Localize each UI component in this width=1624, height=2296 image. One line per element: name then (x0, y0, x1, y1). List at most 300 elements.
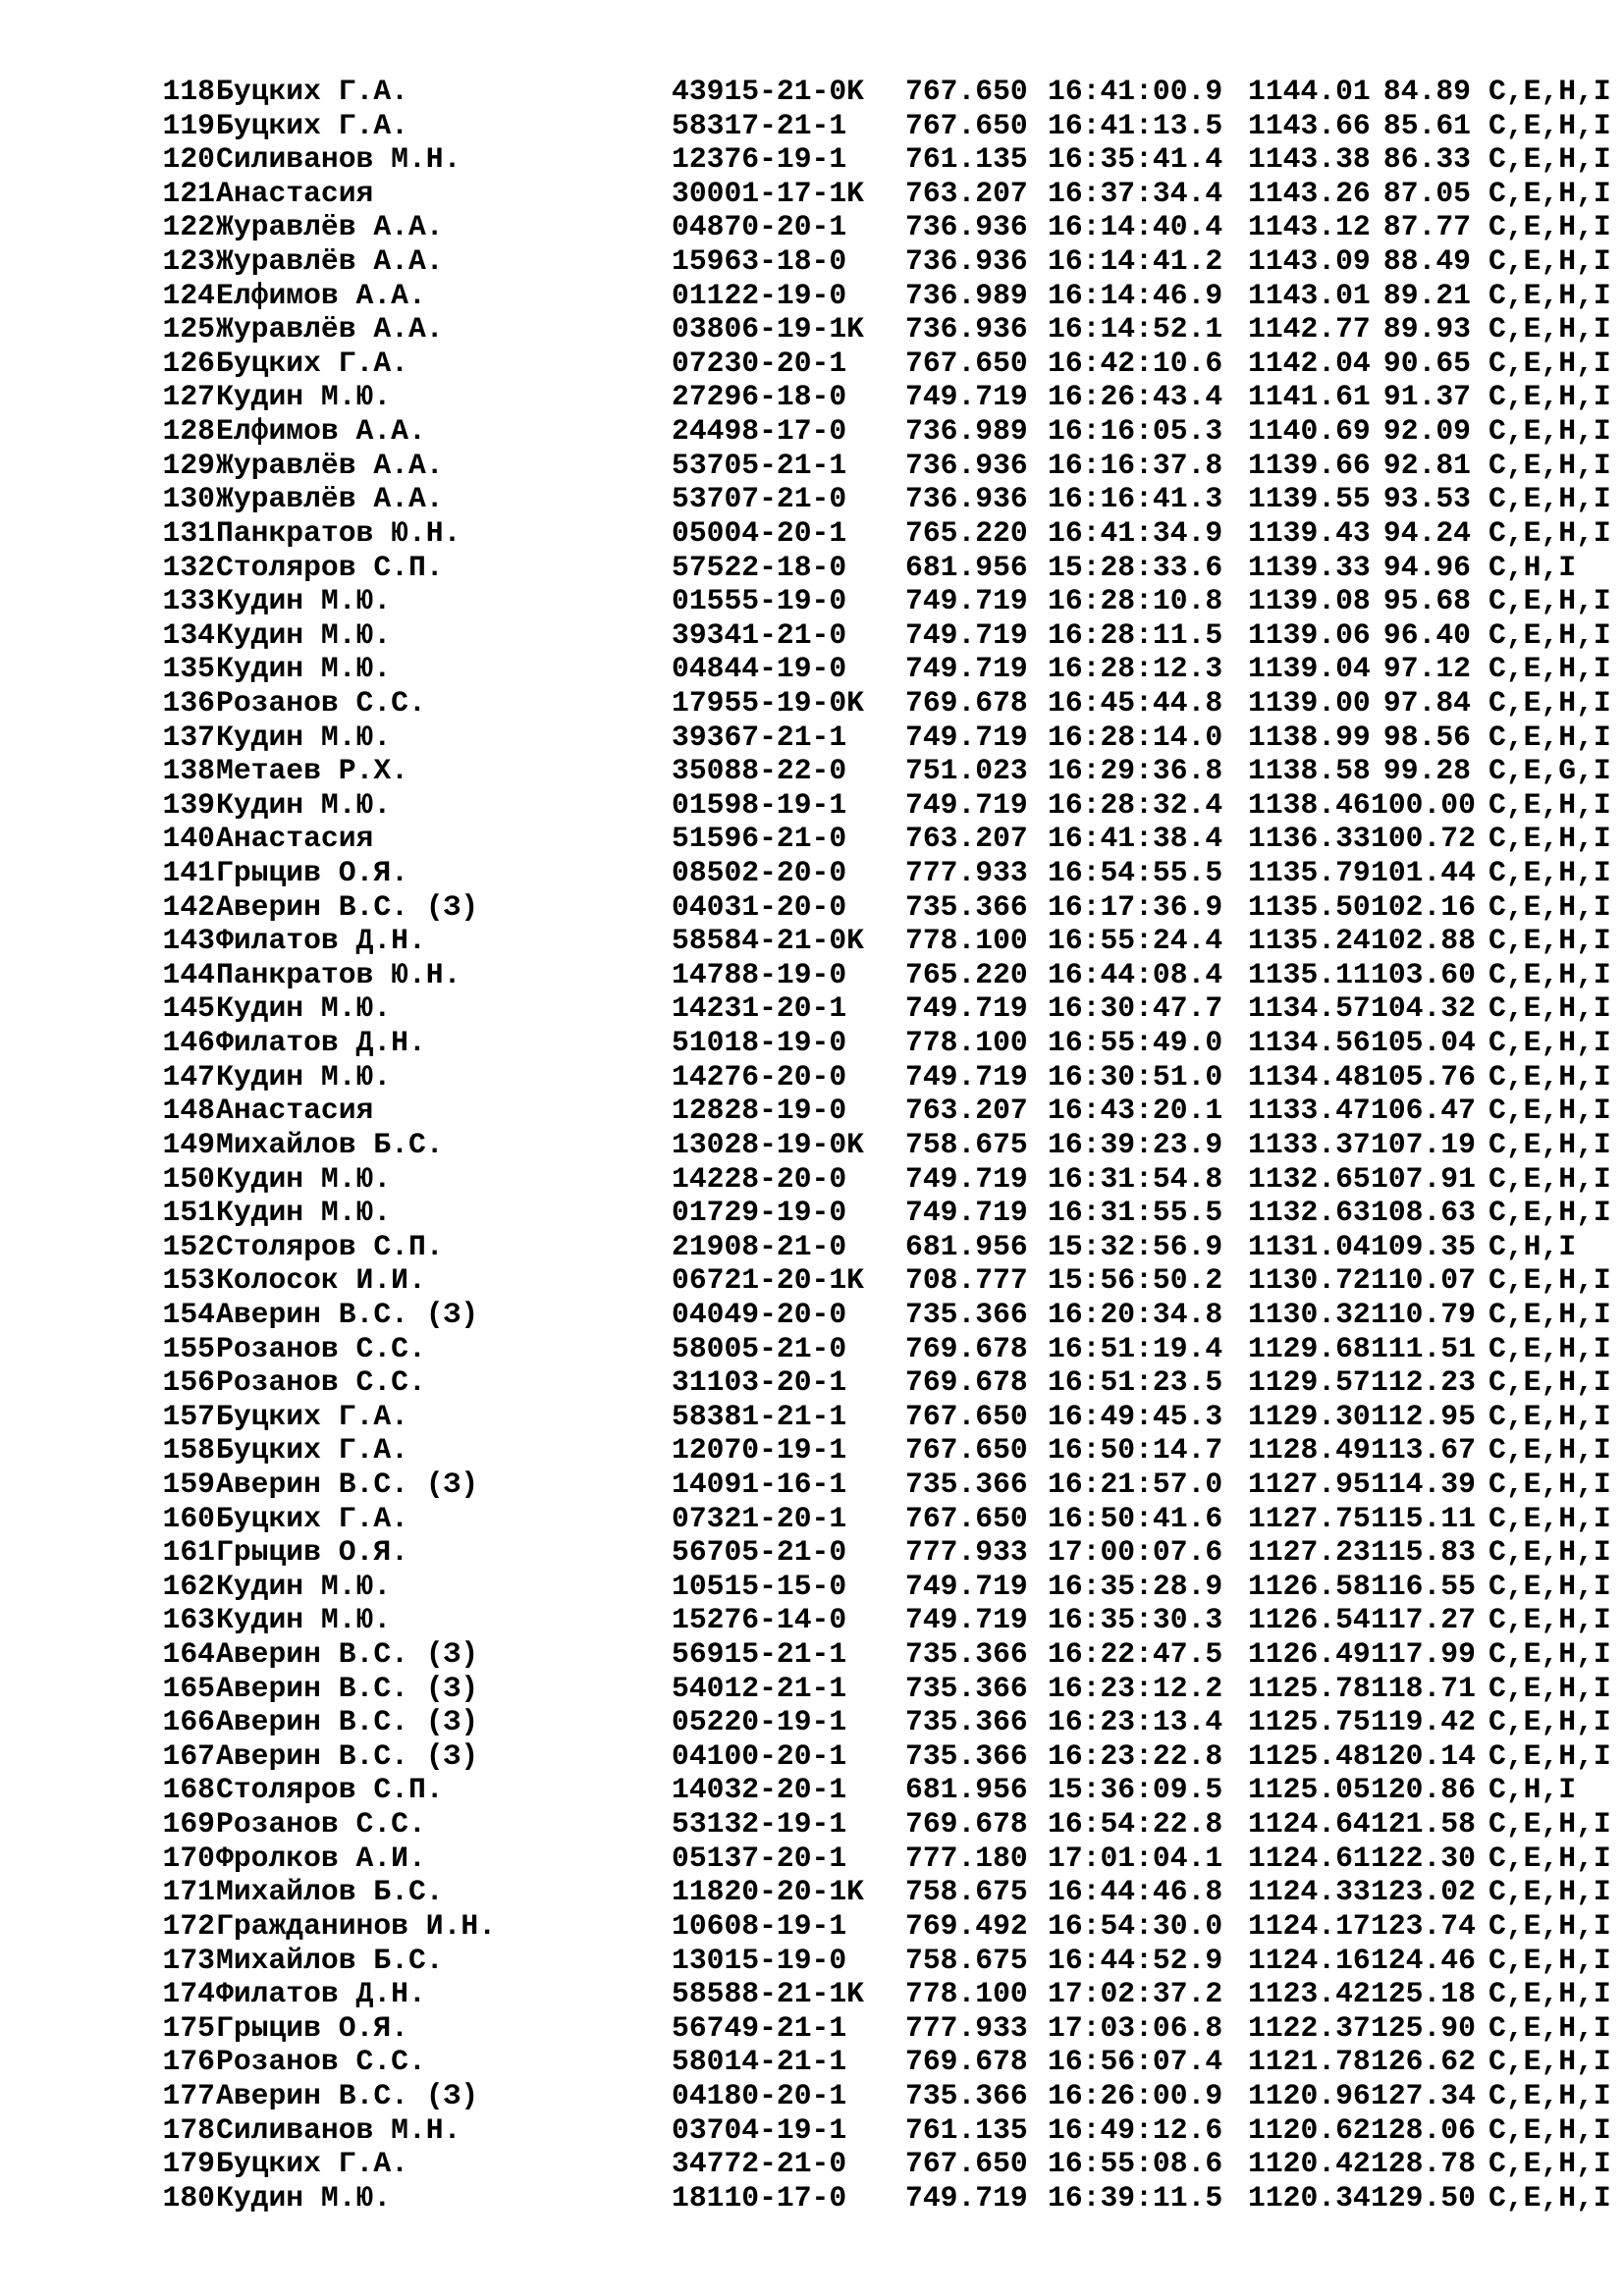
coefficient-cell: 85.61 (1382, 108, 1471, 142)
speed-cell: 1122.37 (1248, 2010, 1371, 2045)
coefficient-cell: 107.91 (1371, 1161, 1476, 1196)
table-row (145, 244, 1611, 279)
distance-cell: 758.675 (905, 1127, 1028, 1161)
fancier-name-cell: Елфимов А.А. (216, 278, 426, 312)
coefficient-cell: 102.88 (1371, 924, 1476, 958)
arrival-time-cell: 16:22:47.5 (1048, 1637, 1223, 1672)
place-cell: 180 (162, 2180, 215, 2215)
fancier-name-cell: Панкратов Ю.Н. (216, 515, 461, 550)
place-cell: 153 (162, 1263, 215, 1298)
table-row (145, 346, 1611, 381)
speed-cell: 1142.77 (1248, 312, 1371, 347)
flags-cell: C,E,H,I (1489, 1331, 1611, 1365)
coefficient-cell: 119.42 (1371, 1705, 1476, 1739)
arrival-time-cell: 16:54:30.0 (1048, 1908, 1223, 1943)
table-row (145, 1127, 1611, 1162)
speed-cell: 1143.66 (1248, 108, 1371, 142)
fancier-name-cell: Аверин В.С. (З) (216, 1297, 479, 1331)
coefficient-cell: 112.95 (1371, 1399, 1476, 1433)
place-cell: 165 (162, 1671, 215, 1705)
ring-number-cell: 34772-21-0 (672, 2147, 847, 2181)
fancier-name-cell: Анастасия (216, 176, 374, 210)
speed-cell: 1124.33 (1248, 1875, 1371, 1909)
ring-number-cell: 43915-21-0K (672, 75, 864, 108)
ring-number-cell: 12828-19-0 (672, 1094, 847, 1128)
table-row (145, 1161, 1611, 1197)
coefficient-cell: 105.04 (1371, 1026, 1476, 1060)
fancier-name-cell: Кудин М.Ю. (216, 652, 392, 686)
arrival-time-cell: 16:20:34.8 (1048, 1297, 1223, 1331)
flags-cell: C,E,H,I (1489, 584, 1611, 618)
coefficient-cell: 120.14 (1371, 1738, 1476, 1773)
coefficient-cell: 128.78 (1371, 2147, 1476, 2181)
coefficient-cell: 114.39 (1371, 1467, 1476, 1501)
flags-cell: C,E,H,I (1489, 312, 1611, 347)
coefficient-cell: 106.47 (1371, 1094, 1476, 1128)
table-row (145, 414, 1611, 449)
place-cell: 170 (162, 1841, 215, 1875)
coefficient-cell: 98.56 (1382, 720, 1471, 754)
distance-cell: 736.989 (905, 414, 1028, 449)
ring-number-cell: 12070-19-1 (672, 1433, 847, 1468)
distance-cell: 767.650 (905, 108, 1028, 142)
speed-cell: 1127.95 (1248, 1467, 1371, 1501)
distance-cell: 681.956 (905, 1773, 1028, 1807)
arrival-time-cell: 16:49:12.6 (1048, 2112, 1223, 2147)
table-row (145, 1467, 1611, 1502)
fancier-name-cell: Колосок И.И. (216, 1263, 426, 1298)
flags-cell: C,E,H,I (1489, 2010, 1611, 2045)
arrival-time-cell: 16:44:52.9 (1048, 1943, 1223, 1977)
flags-cell: C,E,H,I (1489, 515, 1611, 550)
ring-number-cell: 01555-19-0 (672, 584, 847, 618)
table-row (145, 515, 1611, 551)
coefficient-cell: 112.23 (1371, 1365, 1476, 1400)
distance-cell: 708.777 (905, 1263, 1028, 1298)
table-row (145, 1908, 1611, 1944)
place-cell: 140 (162, 822, 215, 856)
table-row (145, 889, 1611, 925)
coefficient-cell: 99.28 (1382, 754, 1471, 788)
fancier-name-cell: Журавлёв А.А. (216, 448, 444, 482)
table-row (145, 1875, 1611, 1909)
coefficient-cell: 101.44 (1371, 856, 1476, 890)
arrival-time-cell: 16:23:22.8 (1048, 1738, 1223, 1773)
table-row (145, 448, 1611, 483)
place-cell: 155 (162, 1331, 215, 1365)
coefficient-cell: 129.50 (1371, 2180, 1476, 2215)
ring-number-cell: 07230-20-1 (672, 346, 847, 380)
speed-cell: 1135.11 (1248, 957, 1371, 991)
fancier-name-cell: Гражданинов И.Н. (216, 1908, 497, 1943)
table-row (145, 924, 1611, 958)
arrival-time-cell: 16:41:13.5 (1048, 108, 1223, 142)
flags-cell: C,E,G,I (1489, 754, 1611, 788)
distance-cell: 736.936 (905, 482, 1028, 516)
place-cell: 143 (162, 924, 215, 958)
table-row (145, 754, 1611, 788)
arrival-time-cell: 16:14:40.4 (1048, 210, 1223, 244)
place-cell: 166 (162, 1705, 215, 1739)
ring-number-cell: 01598-19-1 (672, 787, 847, 822)
ring-number-cell: 39341-21-0 (672, 617, 847, 652)
distance-cell: 763.207 (905, 1094, 1028, 1128)
ring-number-cell: 14032-20-1 (672, 1773, 847, 1807)
ring-number-cell: 06721-20-1K (672, 1263, 864, 1298)
distance-cell: 767.650 (905, 1433, 1028, 1468)
flags-cell: C,E,H,I (1489, 889, 1611, 924)
distance-cell: 749.719 (905, 720, 1028, 754)
place-cell: 163 (162, 1603, 215, 1637)
flags-cell: C,E,H,I (1489, 822, 1611, 856)
fancier-name-cell: Филатов Д.Н. (216, 924, 426, 958)
arrival-time-cell: 16:39:11.5 (1048, 2180, 1223, 2215)
table-row (145, 1738, 1611, 1774)
flags-cell: C,E,H,I (1489, 685, 1611, 720)
place-cell: 136 (162, 685, 215, 720)
fancier-name-cell: Журавлёв А.А. (216, 312, 444, 347)
ring-number-cell: 51018-19-0 (672, 1026, 847, 1060)
ring-number-cell: 14276-20-0 (672, 1059, 847, 1094)
place-cell: 161 (162, 1535, 215, 1570)
table-row (145, 2078, 1611, 2113)
place-cell: 125 (162, 312, 215, 347)
arrival-time-cell: 16:50:14.7 (1048, 1433, 1223, 1468)
coefficient-cell: 89.21 (1382, 278, 1471, 312)
ring-number-cell: 14228-20-0 (672, 1161, 847, 1196)
distance-cell: 769.678 (905, 685, 1028, 720)
distance-cell: 769.678 (905, 1365, 1028, 1400)
ring-number-cell: 58317-21-1 (672, 108, 847, 142)
speed-cell: 1133.47 (1248, 1094, 1371, 1128)
coefficient-cell: 88.49 (1382, 244, 1471, 279)
distance-cell: 681.956 (905, 550, 1028, 584)
coefficient-cell: 123.02 (1371, 1875, 1476, 1909)
flags-cell: C,E,H,I (1489, 1161, 1611, 1196)
coefficient-cell: 109.35 (1371, 1229, 1476, 1263)
place-cell: 142 (162, 889, 215, 924)
coefficient-cell: 86.33 (1382, 142, 1471, 177)
flags-cell: C,E,H,I (1489, 2078, 1611, 2112)
distance-cell: 735.366 (905, 1671, 1028, 1705)
table-row (145, 2010, 1611, 2046)
arrival-time-cell: 16:42:10.6 (1048, 346, 1223, 380)
fancier-name-cell: Розанов С.С. (216, 685, 426, 720)
place-cell: 157 (162, 1399, 215, 1433)
arrival-time-cell: 16:49:45.3 (1048, 1399, 1223, 1433)
place-cell: 151 (162, 1196, 215, 1230)
table-row (145, 312, 1611, 347)
fancier-name-cell: Филатов Д.Н. (216, 1026, 426, 1060)
coefficient-cell: 126.62 (1371, 2045, 1476, 2079)
coefficient-cell: 87.77 (1382, 210, 1471, 244)
distance-cell: 749.719 (905, 1603, 1028, 1637)
distance-cell: 763.207 (905, 822, 1028, 856)
place-cell: 148 (162, 1094, 215, 1128)
arrival-time-cell: 16:14:41.2 (1048, 244, 1223, 279)
table-row (145, 787, 1611, 823)
speed-cell: 1144.01 (1248, 75, 1371, 108)
arrival-time-cell: 16:28:10.8 (1048, 584, 1223, 618)
ring-number-cell: 56915-21-1 (672, 1637, 847, 1672)
flags-cell: C,E,H,I (1489, 2045, 1611, 2079)
arrival-time-cell: 16:21:57.0 (1048, 1467, 1223, 1501)
coefficient-cell: 97.84 (1382, 685, 1471, 720)
fancier-name-cell: Силиванов М.Н. (216, 142, 461, 177)
fancier-name-cell: Кудин М.Ю. (216, 1059, 392, 1094)
ring-number-cell: 04870-20-1 (672, 210, 847, 244)
distance-cell: 735.366 (905, 2078, 1028, 2112)
place-cell: 134 (162, 617, 215, 652)
fancier-name-cell: Кудин М.Ю. (216, 584, 392, 618)
coefficient-cell: 95.68 (1382, 584, 1471, 618)
coefficient-cell: 97.12 (1382, 652, 1471, 686)
speed-cell: 1139.00 (1248, 685, 1371, 720)
distance-cell: 749.719 (905, 1569, 1028, 1603)
place-cell: 168 (162, 1773, 215, 1807)
ring-number-cell: 05220-19-1 (672, 1705, 847, 1739)
place-cell: 174 (162, 1977, 215, 2011)
flags-cell: C,E,H,I (1489, 1196, 1611, 1230)
coefficient-cell: 105.76 (1371, 1059, 1476, 1094)
table-row (145, 1807, 1611, 1842)
fancier-name-cell: Журавлёв А.А. (216, 210, 444, 244)
coefficient-cell: 94.24 (1382, 515, 1471, 550)
distance-cell: 735.366 (905, 1705, 1028, 1739)
coefficient-cell: 107.19 (1371, 1127, 1476, 1161)
table-row (145, 380, 1611, 414)
coefficient-cell: 127.34 (1371, 2078, 1476, 2112)
distance-cell: 758.675 (905, 1875, 1028, 1909)
ring-number-cell: 13015-19-0 (672, 1943, 847, 1977)
distance-cell: 765.220 (905, 957, 1028, 991)
place-cell: 123 (162, 244, 215, 279)
ring-number-cell: 53707-21-0 (672, 482, 847, 516)
place-cell: 164 (162, 1637, 215, 1672)
arrival-time-cell: 16:56:07.4 (1048, 2045, 1223, 2079)
coefficient-cell: 87.05 (1382, 176, 1471, 210)
place-cell: 128 (162, 414, 215, 449)
place-cell: 172 (162, 1908, 215, 1943)
table-row (145, 2112, 1611, 2148)
arrival-time-cell: 16:51:19.4 (1048, 1331, 1223, 1365)
fancier-name-cell: Панкратов Ю.Н. (216, 957, 461, 991)
distance-cell: 777.933 (905, 1535, 1028, 1570)
arrival-time-cell: 16:50:41.6 (1048, 1501, 1223, 1535)
flags-cell: C,E,H,I (1489, 856, 1611, 890)
speed-cell: 1134.56 (1248, 1026, 1371, 1060)
arrival-time-cell: 16:16:41.3 (1048, 482, 1223, 516)
speed-cell: 1121.78 (1248, 2045, 1371, 2079)
fancier-name-cell: Столяров С.П. (216, 1773, 444, 1807)
ring-number-cell: 53705-21-1 (672, 448, 847, 482)
arrival-time-cell: 16:54:55.5 (1048, 856, 1223, 890)
ring-number-cell: 39367-21-1 (672, 720, 847, 754)
flags-cell: C,E,H,I (1489, 176, 1611, 210)
place-cell: 147 (162, 1059, 215, 1094)
arrival-time-cell: 16:51:23.5 (1048, 1365, 1223, 1400)
flags-cell: C,E,H,I (1489, 2180, 1611, 2215)
ring-number-cell: 14231-20-1 (672, 991, 847, 1026)
flags-cell: C,E,H,I (1489, 1875, 1611, 1909)
speed-cell: 1120.42 (1248, 2147, 1371, 2181)
ring-number-cell: 04049-20-0 (672, 1297, 847, 1331)
speed-cell: 1124.17 (1248, 1908, 1371, 1943)
place-cell: 131 (162, 515, 215, 550)
place-cell: 156 (162, 1365, 215, 1400)
flags-cell: C,E,H,I (1489, 278, 1611, 312)
table-row (145, 1943, 1611, 1978)
speed-cell: 1143.12 (1248, 210, 1371, 244)
table-row (145, 1773, 1589, 1807)
arrival-time-cell: 16:41:00.9 (1048, 75, 1223, 108)
table-row (145, 720, 1611, 755)
speed-cell: 1135.79 (1248, 856, 1371, 890)
fancier-name-cell: Журавлёв А.А. (216, 244, 444, 279)
fancier-name-cell: Фролков А.И. (216, 1841, 426, 1875)
flags-cell: C,E,H,I (1489, 1807, 1611, 1842)
coefficient-cell: 128.06 (1371, 2112, 1476, 2147)
ring-number-cell: 04031-20-0 (672, 889, 847, 924)
coefficient-cell: 118.71 (1371, 1671, 1476, 1705)
place-cell: 171 (162, 1875, 215, 1909)
arrival-time-cell: 15:36:09.5 (1048, 1773, 1223, 1807)
distance-cell: 749.719 (905, 1059, 1028, 1094)
coefficient-cell: 115.11 (1371, 1501, 1476, 1535)
ring-number-cell: 57522-18-0 (672, 550, 847, 584)
speed-cell: 1127.23 (1248, 1535, 1371, 1570)
fancier-name-cell: Михайлов Б.С. (216, 1943, 444, 1977)
coefficient-cell: 93.53 (1382, 482, 1471, 516)
place-cell: 141 (162, 856, 215, 890)
speed-cell: 1139.06 (1248, 617, 1371, 652)
coefficient-cell: 84.89 (1382, 75, 1471, 108)
arrival-time-cell: 16:41:34.9 (1048, 515, 1223, 550)
ring-number-cell: 31103-20-1 (672, 1365, 847, 1400)
coefficient-cell: 115.83 (1371, 1535, 1476, 1570)
speed-cell: 1138.99 (1248, 720, 1371, 754)
flags-cell: C,E,H,I (1489, 1026, 1611, 1060)
speed-cell: 1132.65 (1248, 1161, 1371, 1196)
speed-cell: 1130.32 (1248, 1297, 1371, 1331)
arrival-time-cell: 16:14:46.9 (1048, 278, 1223, 312)
flags-cell: C,E,H,I (1489, 346, 1611, 380)
fancier-name-cell: Кудин М.Ю. (216, 617, 392, 652)
table-row (145, 1977, 1611, 2011)
flags-cell: C,E,H,I (1489, 1263, 1611, 1298)
speed-cell: 1139.66 (1248, 448, 1371, 482)
ring-number-cell: 15276-14-0 (672, 1603, 847, 1637)
distance-cell: 769.678 (905, 2045, 1028, 2079)
flags-cell: C,E,H,I (1489, 1094, 1611, 1128)
distance-cell: 736.936 (905, 244, 1028, 279)
speed-cell: 1126.54 (1248, 1603, 1371, 1637)
distance-cell: 767.650 (905, 346, 1028, 380)
flags-cell: C,H,I (1489, 1773, 1577, 1807)
arrival-time-cell: 16:17:36.9 (1048, 889, 1223, 924)
flags-cell: C,H,I (1489, 550, 1577, 584)
coefficient-cell: 91.37 (1382, 380, 1471, 414)
flags-cell: C,E,H,I (1489, 957, 1611, 991)
table-row (145, 1230, 1589, 1264)
fancier-name-cell: Силиванов М.Н. (216, 2112, 461, 2147)
fancier-name-cell: Михайлов Б.С. (216, 1875, 444, 1909)
distance-cell: 681.956 (905, 1229, 1028, 1263)
flags-cell: C,E,H,I (1489, 617, 1611, 652)
speed-cell: 1134.57 (1248, 991, 1371, 1026)
arrival-time-cell: 17:01:04.1 (1048, 1841, 1223, 1875)
place-cell: 130 (162, 482, 215, 516)
speed-cell: 1129.30 (1248, 1399, 1371, 1433)
flags-cell: C,E,H,I (1489, 1297, 1611, 1331)
table-row (145, 617, 1611, 653)
ring-number-cell: 58005-21-0 (672, 1331, 847, 1365)
distance-cell: 769.678 (905, 1807, 1028, 1842)
speed-cell: 1141.61 (1248, 380, 1371, 414)
arrival-time-cell: 16:23:13.4 (1048, 1705, 1223, 1739)
ring-number-cell: 58381-21-1 (672, 1399, 847, 1433)
flags-cell: C,E,H,I (1489, 720, 1611, 754)
flags-cell: C,E,H,I (1489, 2147, 1611, 2181)
fancier-name-cell: Грыцив О.Я. (216, 856, 408, 890)
arrival-time-cell: 16:23:12.2 (1048, 1671, 1223, 1705)
coefficient-cell: 104.32 (1371, 991, 1476, 1026)
ring-number-cell: 07321-20-1 (672, 1501, 847, 1535)
flags-cell: C,E,H,I (1489, 108, 1611, 142)
ring-number-cell: 04180-20-1 (672, 2078, 847, 2112)
distance-cell: 751.023 (905, 754, 1028, 788)
arrival-time-cell: 16:28:12.3 (1048, 652, 1223, 686)
coefficient-cell: 92.09 (1382, 414, 1471, 449)
speed-cell: 1143.38 (1248, 142, 1371, 177)
place-cell: 167 (162, 1738, 215, 1773)
place-cell: 175 (162, 2010, 215, 2045)
arrival-time-cell: 16:28:14.0 (1048, 720, 1223, 754)
fancier-name-cell: Розанов С.С. (216, 1807, 426, 1842)
table-row (145, 2180, 1611, 2216)
distance-cell: 763.207 (905, 176, 1028, 210)
speed-cell: 1120.62 (1248, 2112, 1371, 2147)
fancier-name-cell: Буцких Г.А. (216, 75, 408, 108)
place-cell: 162 (162, 1569, 215, 1603)
coefficient-cell: 103.60 (1371, 957, 1476, 991)
fancier-name-cell: Грыцив О.Я. (216, 2010, 408, 2045)
flags-cell: C,E,H,I (1489, 1977, 1611, 2011)
table-row (145, 856, 1611, 890)
arrival-time-cell: 16:30:51.0 (1048, 1059, 1223, 1094)
flags-cell: C,E,H,I (1489, 1501, 1611, 1535)
speed-cell: 1120.96 (1248, 2078, 1371, 2112)
arrival-time-cell: 16:14:52.1 (1048, 312, 1223, 347)
fancier-name-cell: Метаев Р.Х. (216, 754, 408, 788)
fancier-name-cell: Кудин М.Ю. (216, 1603, 392, 1637)
place-cell: 152 (162, 1229, 215, 1263)
flags-cell: C,E,H,I (1489, 1908, 1611, 1943)
table-row (145, 1705, 1611, 1739)
place-cell: 124 (162, 278, 215, 312)
table-row (145, 210, 1611, 244)
distance-cell: 778.100 (905, 924, 1028, 958)
fancier-name-cell: Елфимов А.А. (216, 414, 426, 449)
place-cell: 139 (162, 787, 215, 822)
flags-cell: C,E,H,I (1489, 1637, 1611, 1672)
table-row (145, 2045, 1611, 2079)
arrival-time-cell: 16:44:08.4 (1048, 957, 1223, 991)
place-cell: 158 (162, 1433, 215, 1468)
table-row (145, 176, 1611, 211)
distance-cell: 749.719 (905, 584, 1028, 618)
fancier-name-cell: Кудин М.Ю. (216, 1196, 392, 1230)
